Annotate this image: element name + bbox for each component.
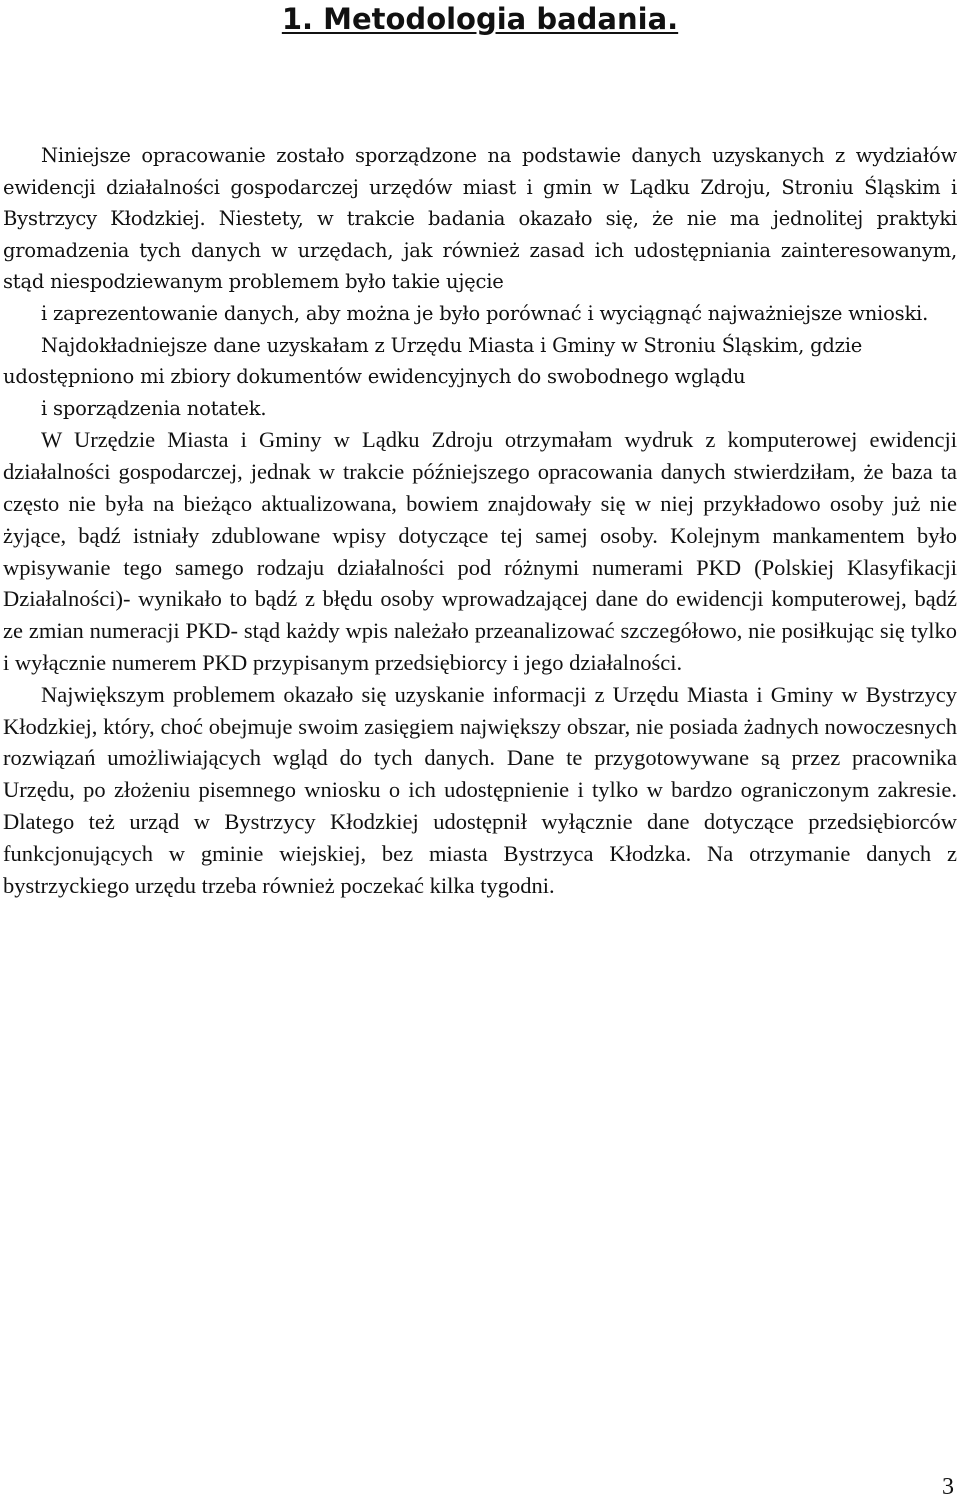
paragraph-stronie-line-1: Najdokładniejsze dane uzyskałam z Urzędu Miasta i Gminy w Stroniu Śląskim, gdzie udostępniono mi zbiory dokumentów ewidencyjnych do swobodnego wglądu [3,333,863,389]
paragraph-intro-line-2: i zaprezentowanie danych, aby można je było porównać i wyciągnąć najważniejsze wnioski. [41,301,929,325]
paragraph-ladek [3,424,957,678]
paragraph-bystrzyca-text: Największym problemem okazało się uzyskanie informacji z Urzędu Miasta i Gminy w Bystrzycy Kłodzkiej, który, choć obejmuje swoim zasięgiem największy obszar, nie posiada żadnych nowoczesnych rozwiązań umożliwiających wgląd do tych danych. Dane te przygotowywane są przez pracownika Urzędu, po złożeniu pisemnego wniosku o ich udostępnienie i tylko w bardzo ograniczonym zakresie. Dlatego też urząd w Bystrzycy Kłodzkiej udostępnił wyłącznie dane dotyczące przedsiębiorców funkcjonujących w gminie wiejskiej, bez miasta Bystrzyca Kłodzka. Na otrzymanie danych z bystrzyckiego urzędu trzeba również poczekać kilka tygodni. [3,681,957,898]
section-heading: 1. Metodologia badania. [281,2,679,36]
paragraph-stronie-line-2: i sporządzenia notatek. [41,396,267,420]
body-text [3,140,957,901]
paragraph-ladek-text: W Urzędzie Miasta i Gminy w Lądku Zdroju otrzymałam wydruk z komputerowej ewidencji działalności gospodarczej, jednak w trakcie późniejszego opracowania danych stwierdziłam, że baza ta często nie była na bieżąco aktualizowana, bowiem znajdowały się w niej przykładowo osoby już nie żyjące, bądź istniały zdublowane wpisy dotyczące tej samej osoby. Kolejnym mankamentem było wpisywanie tego samego rodzaju działalności pod różnymi numerami PKD (Polskiej Klasyfikacji Działalności)- wynikało to bądź z błędu osoby wprowadzającej dane do ewidencji komputerowej, bądź ze zmian numeracji PKD- stąd każdy wpis należało przeanalizować szczegółowo, nie posiłkując się tylko i wyłącznie numerem PKD przypisanym przedsiębiorcy i jego działalności. [3,427,957,675]
paragraph-stronie [3,330,957,425]
paragraph-intro [3,140,957,330]
paragraph-intro-line-1: Niniejsze opracowanie zostało sporządzone na podstawie danych uzyskanych z wydziałów ewidencji działalności gospodarczej urzędów miast i gmin w Lądku Zdroju, Stroniu Śląskim i Bystrzycy Kłodzkiej. Niestety, w trakcie badania okazało się, że nie ma jednolitej praktyki gromadzenia tych danych w urzędach, jak również zasad ich udostępniania zainteresowanym, stąd niespodziewanym problemem było takie ujęcie [3,144,957,294]
paragraph-bystrzyca [3,679,957,902]
page-number: 3 [942,1474,954,1500]
